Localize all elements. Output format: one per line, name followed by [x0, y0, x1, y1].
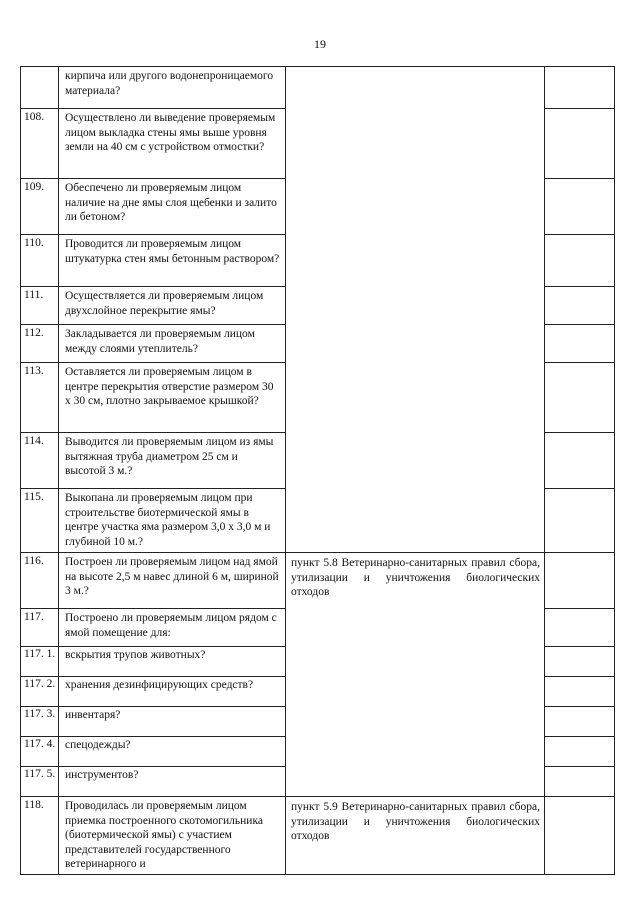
item-question: инструментов?: [59, 767, 286, 797]
item-number: 114.: [21, 433, 59, 489]
item-question: спецодежды?: [59, 737, 286, 767]
item-number: 110.: [21, 235, 59, 287]
item-question: Выводится ли проверяемым лицом из ямы вытяжная труба диаметром 25 см и высотой 3 м.?: [59, 433, 286, 489]
item-number: 117. 4.: [21, 737, 59, 767]
item-question: Закладывается ли проверяемым лицом между слоями утеплитель?: [59, 325, 286, 363]
table-row: [21, 553, 615, 609]
item-question: инвентаря?: [59, 707, 286, 737]
table-row: [21, 67, 615, 109]
item-question: кирпича или другого водонепроницаемого материала?: [59, 67, 286, 109]
item-number: 112.: [21, 325, 59, 363]
compliance-mark-cell: [545, 707, 615, 737]
item-number: 115.: [21, 489, 59, 553]
item-number: 117. 5.: [21, 767, 59, 797]
compliance-mark-cell: [545, 647, 615, 677]
item-question: Выкопана ли проверяемым лицом при строительстве биотермической ямы в центре участка яма размером 3,0 х 3,0 м и глубиной 10 м.?: [59, 489, 286, 553]
compliance-mark-cell: [545, 553, 615, 609]
item-number: 117. 2.: [21, 677, 59, 707]
item-number: 117.: [21, 609, 59, 647]
item-question: Построено ли проверяемым лицом рядом с ямой помещение для:: [59, 609, 286, 647]
item-number: 117. 1.: [21, 647, 59, 677]
regulation-reference: пункт 5.8 Ветеринарно-санитарных правил сбора, утилизации и уничтожения биологических отходов: [286, 553, 545, 797]
compliance-mark-cell: [545, 489, 615, 553]
item-number: [21, 67, 59, 109]
checklist-table: [20, 66, 615, 875]
item-number: 118.: [21, 797, 59, 875]
page-number: 19: [314, 37, 326, 51]
compliance-mark-cell: [545, 677, 615, 707]
compliance-mark-cell: [545, 67, 615, 109]
compliance-mark-cell: [545, 325, 615, 363]
item-question: хранения дезинфицирующих средств?: [59, 677, 286, 707]
item-number: 116.: [21, 553, 59, 609]
item-question: Оставляется ли проверяемым лицом в центре перекрытия отверстие размером 30 х 30 см, плотно закрываемое крышкой?: [59, 363, 286, 433]
compliance-mark-cell: [545, 609, 615, 647]
compliance-mark-cell: [545, 767, 615, 797]
compliance-mark-cell: [545, 797, 615, 875]
compliance-mark-cell: [545, 737, 615, 767]
item-number: 117. 3.: [21, 707, 59, 737]
item-question: Осуществляется ли проверяемым лицом двухслойное перекрытие ямы?: [59, 287, 286, 325]
compliance-mark-cell: [545, 363, 615, 433]
compliance-mark-cell: [545, 179, 615, 235]
compliance-mark-cell: [545, 109, 615, 179]
item-question: вскрытия трупов животных?: [59, 647, 286, 677]
compliance-mark-cell: [545, 235, 615, 287]
item-question: Проводится ли проверяемым лицом штукатурка стен ямы бетонным раствором?: [59, 235, 286, 287]
compliance-mark-cell: [545, 287, 615, 325]
item-question: Обеспечено ли проверяемым лицом наличие на дне ямы слоя щебенки и залито ли бетоном?: [59, 179, 286, 235]
regulation-reference: пункт 5.9 Ветеринарно-санитарных правил сбора, утилизации и уничтожения биологических отходов: [286, 797, 545, 875]
item-number: 109.: [21, 179, 59, 235]
item-number: 108.: [21, 109, 59, 179]
item-question: Построен ли проверяемым лицом над ямой на высоте 2,5 м навес длиной 6 м, шириной 3 м.?: [59, 553, 286, 609]
compliance-mark-cell: [545, 433, 615, 489]
reference-cell-empty: [286, 67, 545, 553]
item-question: Осуществлено ли выведение проверяемым лицом выкладка стены ямы выше уровня земли на 40 см с устройством отмостки?: [59, 109, 286, 179]
item-number: 113.: [21, 363, 59, 433]
table-row: [21, 797, 615, 875]
item-question: Проводилась ли проверяемым лицом приемка построенного скотомогильника (биотермической ямы) с участием представителей государственного ветеринарного и: [59, 797, 286, 875]
item-number: 111.: [21, 287, 59, 325]
